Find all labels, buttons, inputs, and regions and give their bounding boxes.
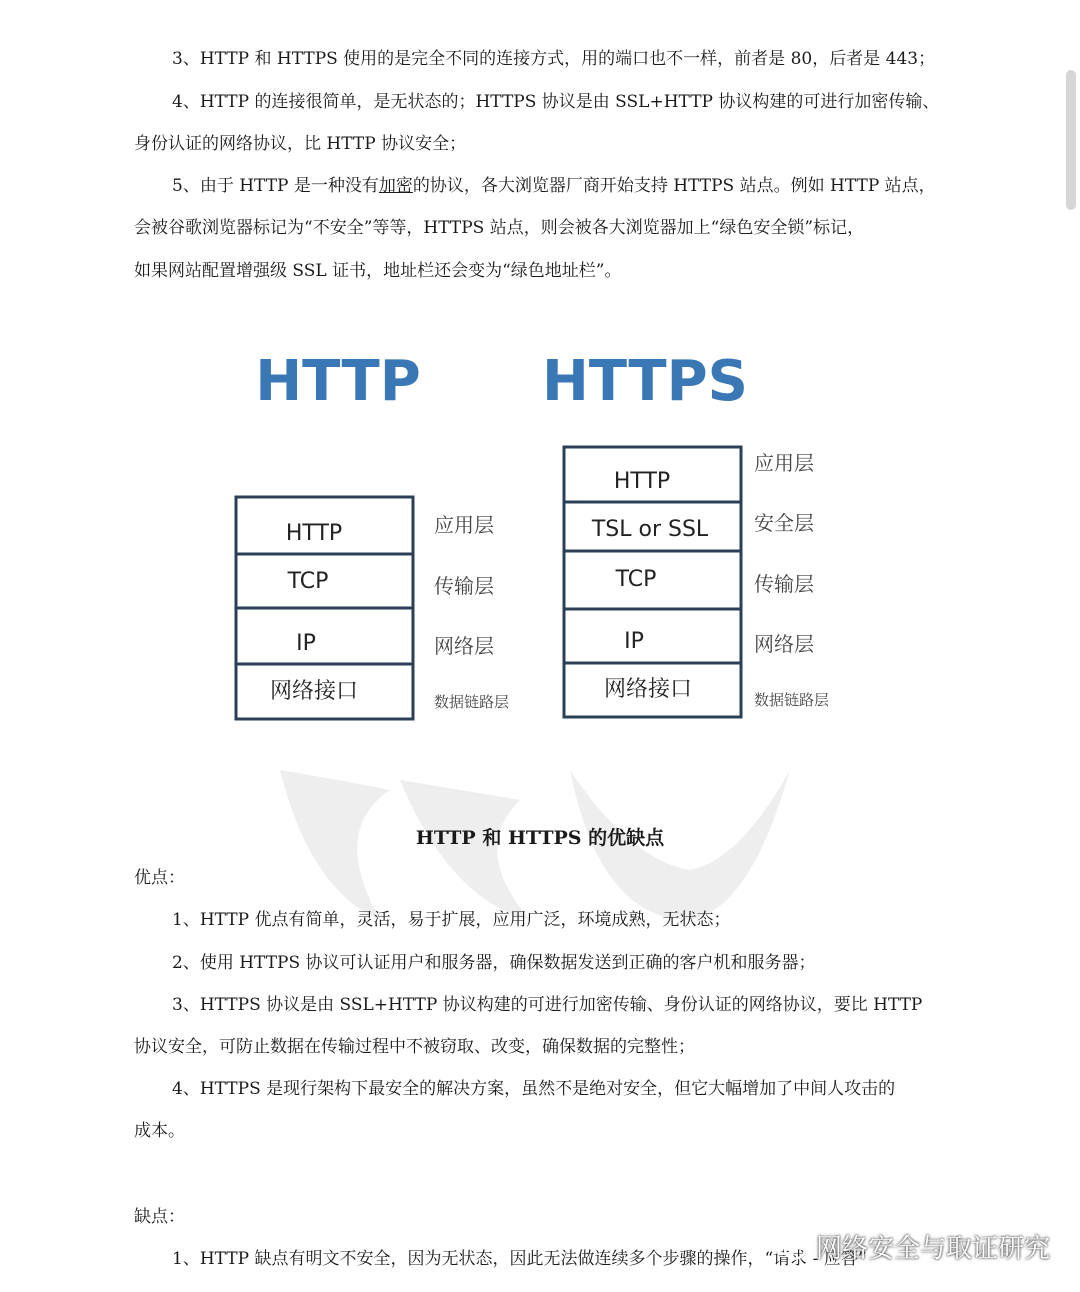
https-title: HTTPS	[542, 349, 748, 414]
encryption-link[interactable]: 加密	[378, 176, 413, 196]
source-watermark	[772, 1228, 1050, 1265]
cons-item-1: 1、HTTP 缺点有明文不安全，因为无状态，因此无法做连续多个步骤的操作，“请求 - 应答”	[172, 1249, 867, 1269]
pros-heading: 优点：	[134, 868, 185, 888]
paragraph-5-text-a: 5、由于 HTTP 是一种没有	[172, 176, 379, 196]
http-layer-http: HTTP	[285, 521, 343, 546]
http-stack	[236, 497, 509, 719]
http-title: HTTP	[255, 349, 421, 414]
protocol-stack-diagram	[0, 330, 1080, 750]
http-layer-network-interface: 网络接口	[269, 679, 359, 704]
source-watermark-text: 网络安全与取证研究	[815, 1234, 1050, 1264]
https-label-security: 安全层	[754, 511, 814, 535]
paragraph-4-line-2: 身份认证的网络协议，比 HTTP 协议安全；	[134, 134, 467, 154]
paragraph-5-line-1	[172, 176, 936, 196]
pros-item-3-line-1: 3、HTTPS 协议是由 SSL+HTTP 协议构建的可进行加密传输、身份认证的网络协议，要比 HTTP	[172, 995, 923, 1015]
http-label-transport: 传输层	[434, 574, 494, 598]
https-layer-tls-ssl: TSL or SSL	[591, 517, 709, 542]
http-label-application: 应用层	[434, 513, 494, 537]
https-layer-ip: IP	[624, 629, 644, 654]
https-label-application: 应用层	[754, 451, 814, 475]
pros-item-1: 1、HTTP 优点有简单，灵活，易于扩展，应用广泛，环境成熟，无状态；	[172, 910, 731, 930]
http-label-datalink: 数据链路层	[434, 693, 510, 711]
wechat-icon	[772, 1231, 808, 1263]
http-label-network: 网络层	[434, 634, 494, 658]
cons-heading: 缺点：	[134, 1207, 185, 1227]
https-layer-tcp: TCP	[615, 567, 657, 592]
pros-item-2: 2、使用 HTTPS 协议可认证用户和服务器，确保数据发送到正确的客户机和服务器；	[172, 953, 816, 973]
https-layer-http: HTTP	[613, 469, 671, 494]
https-label-transport: 传输层	[754, 572, 814, 596]
paragraph-3: 3、HTTP 和 HTTPS 使用的是完全不同的连接方式，用的端口也不一样，前者是 80，后者是 443；	[172, 49, 936, 69]
https-layer-network-interface: 网络接口	[603, 677, 693, 702]
paragraph-5-line-2: 会被谷歌浏览器标记为“不安全”等等，HTTPS 站点，则会被各大浏览器加上“绿色安全锁”标记，	[134, 218, 865, 238]
pros-item-4-line-1: 4、HTTPS 是现行架构下最安全的解决方案，虽然不是绝对安全，但它大幅增加了中间人攻击的	[172, 1079, 896, 1099]
http-layer-ip: IP	[296, 631, 316, 656]
https-stack	[564, 447, 829, 717]
https-label-datalink: 数据链路层	[754, 691, 830, 709]
section-title: HTTP 和 HTTPS 的优缺点	[415, 827, 665, 849]
paragraph-5-line-3: 如果网站配置增强级 SSL 证书，地址栏还会变为“绿色地址栏”。	[134, 261, 622, 281]
paragraph-5-text-b: 的协议，各大浏览器厂商开始支持 HTTPS 站点。例如 HTTP 站点，	[412, 176, 936, 196]
http-layer-tcp: TCP	[287, 569, 329, 594]
scrollbar[interactable]	[1066, 70, 1076, 210]
background-watermark-graphic	[270, 770, 800, 930]
https-label-network: 网络层	[754, 632, 814, 656]
pros-item-3-line-2: 协议安全，可防止数据在传输过程中不被窃取、改变，确保数据的完整性；	[134, 1037, 695, 1057]
pros-item-4-line-2: 成本。	[134, 1121, 185, 1141]
paragraph-4-line-1: 4、HTTP 的连接很简单，是无状态的；HTTPS 协议是由 SSL+HTTP 协议构建的可进行加密传输、	[172, 92, 940, 112]
